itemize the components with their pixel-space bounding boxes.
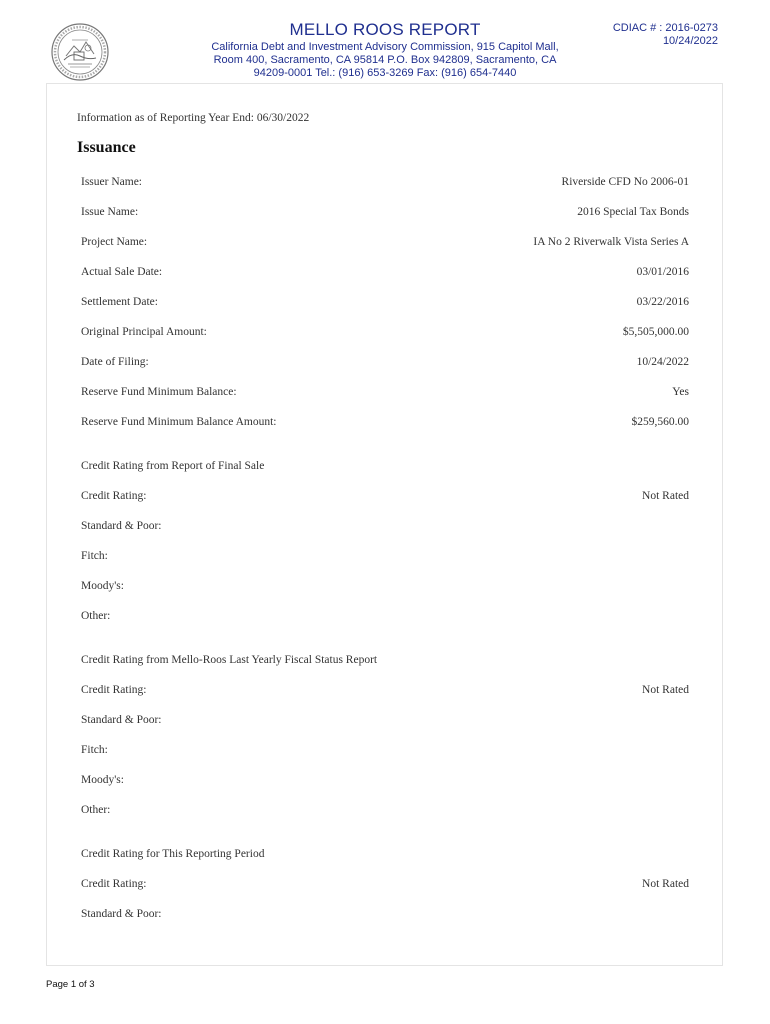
field-label: Original Principal Amount: — [81, 326, 207, 338]
credit-rating-row — [81, 878, 689, 894]
sp-rating-row — [81, 714, 689, 730]
field-label: Project Name: — [81, 236, 148, 248]
state-seal-icon — [50, 22, 110, 82]
field-value: Riverside CFD No 2006-01 — [561, 176, 689, 188]
field-label: Standard & Poor: — [81, 908, 162, 920]
field-label: Reserve Fund Minimum Balance Amount: — [81, 416, 277, 428]
issue-name-row — [81, 206, 689, 222]
rating-this-period-heading: Credit Rating for This Reporting Period — [81, 848, 265, 860]
field-label: Moody's: — [81, 580, 124, 592]
field-label: Date of Filing: — [81, 356, 149, 368]
section-title: Issuance — [77, 139, 136, 156]
reporting-year-info: Information as of Reporting Year End: 06/30/2022 — [77, 112, 310, 124]
report-title: MELLO ROOS REPORT — [289, 20, 481, 39]
field-label: Credit Rating: — [81, 490, 147, 502]
issuer-name-row — [81, 176, 689, 192]
field-value: Not Rated — [642, 490, 689, 502]
field-label: Other: — [81, 610, 111, 622]
field-label: Fitch: — [81, 744, 108, 756]
address-line: California Debt and Investment Advisory Commission, 915 Capitol Mall, — [211, 41, 559, 53]
report-date: 10/24/2022 — [662, 35, 718, 47]
sp-rating-row — [81, 908, 689, 924]
field-label: Other: — [81, 804, 111, 816]
field-label: Credit Rating: — [81, 878, 147, 890]
commission-address — [196, 41, 574, 80]
address-line: 94209-0001 Tel.: (916) 653-3269 Fax: (916) 654-7440 — [253, 67, 517, 79]
reserve-min-balance-row — [81, 386, 689, 402]
field-value: 10/24/2022 — [636, 356, 689, 368]
moodys-rating-row — [81, 774, 689, 790]
sp-rating-row — [81, 520, 689, 536]
field-label: Issue Name: — [81, 206, 139, 218]
field-label: Standard & Poor: — [81, 520, 162, 532]
field-label: Issuer Name: — [81, 176, 142, 188]
actual-sale-date-row — [81, 266, 689, 282]
moodys-rating-row — [81, 580, 689, 596]
page-number: Page 1 of 3 — [46, 979, 95, 990]
field-label: Moody's: — [81, 774, 124, 786]
field-value: Yes — [672, 386, 689, 398]
cdiac-number: CDIAC # : 2016-0273 — [612, 22, 718, 34]
rating-last-yearly-heading: Credit Rating from Mello-Roos Last Yearly Fiscal Status Report — [81, 654, 378, 666]
credit-rating-row — [81, 684, 689, 700]
field-value: Not Rated — [642, 684, 689, 696]
field-label: Credit Rating: — [81, 684, 147, 696]
date-of-filing-row — [81, 356, 689, 372]
field-value: 03/22/2016 — [636, 296, 689, 308]
credit-rating-row — [81, 490, 689, 506]
field-value: $5,505,000.00 — [622, 326, 689, 338]
rating-final-sale-heading: Credit Rating from Report of Final Sale — [81, 460, 265, 472]
field-value: 2016 Special Tax Bonds — [577, 206, 689, 218]
field-value: IA No 2 Riverwalk Vista Series A — [533, 236, 689, 248]
field-label: Standard & Poor: — [81, 714, 162, 726]
original-principal-row — [81, 326, 689, 342]
cdiac-block — [613, 22, 718, 48]
project-name-row — [81, 236, 689, 252]
field-label: Settlement Date: — [81, 296, 158, 308]
fitch-rating-row — [81, 744, 689, 760]
settlement-date-row — [81, 296, 689, 312]
field-value: 03/01/2016 — [636, 266, 689, 278]
field-label: Fitch: — [81, 550, 108, 562]
field-value: Not Rated — [642, 878, 689, 890]
reserve-min-amount-row — [81, 416, 689, 432]
fitch-rating-row — [81, 550, 689, 566]
other-rating-row — [81, 804, 689, 820]
field-label: Reserve Fund Minimum Balance: — [81, 386, 237, 398]
report-header — [0, 0, 770, 82]
other-rating-row — [81, 610, 689, 626]
address-line: Room 400, Sacramento, CA 95814 P.O. Box 942809, Sacramento, CA — [213, 54, 557, 66]
field-value: $259,560.00 — [631, 416, 689, 428]
field-label: Actual Sale Date: — [81, 266, 163, 278]
